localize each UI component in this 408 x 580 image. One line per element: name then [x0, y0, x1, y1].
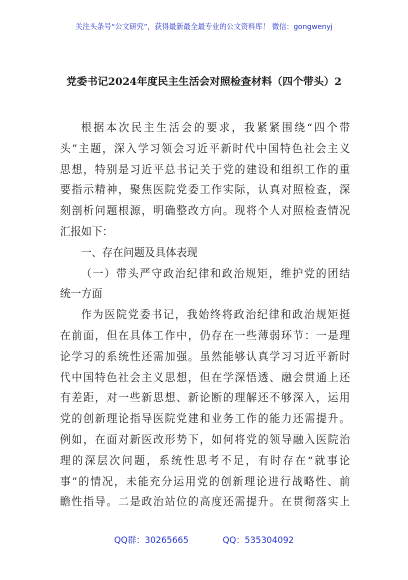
qq-group-number: QQ群：30265665	[114, 536, 189, 546]
footer-contact	[0, 534, 408, 546]
text-line: （一）带头严守政治纪律和政治规矩，维护党的团结	[81, 267, 350, 280]
subsection-heading	[60, 264, 350, 306]
document-body	[60, 118, 350, 513]
paragraph	[60, 118, 350, 243]
text-line: 根据本次民主生活会的要求，我紧紧围绕“四个带	[81, 122, 350, 134]
text-line: 要指示精神，聚焦医院党委工作实际，认真对照检查，深	[60, 184, 350, 197]
text-line: 刻剖析问题根源，明确整改方向。现将个人对照检查情况	[60, 205, 350, 218]
text-line: 论学习的系统性还需加强。虽然能够认真学习习近平新时	[60, 350, 350, 363]
text-line: 统一方面	[60, 288, 103, 301]
text-line: 理的深层次问题，系统性思考不足，有时存在“就事论	[60, 454, 350, 467]
qq-number: QQ：535304092	[222, 536, 294, 546]
header-banner: 关注头条号“公文研究”，获得最新最全最专业的公文资料库！ 微信：gongwenyj	[75, 22, 333, 31]
text-line: 代中国特色社会主义思想，但在学深悟透、融会贯通上还	[60, 371, 350, 384]
text-line: 例如，在面对新医改形势下，如何将党的领导融入医院治	[60, 433, 350, 446]
document-title: 党委书记2024年度民主生活会对照检查材料（四个带头）2	[66, 76, 342, 88]
text-line: 思想，特别是习近平总书记关于党的建设和组织工作的重	[60, 163, 350, 176]
text-line: 一、存在问题及具体表现	[81, 246, 198, 259]
text-line: 瞻性指导。二是政治站位的高度还需提升。在贯彻落实上	[60, 496, 350, 509]
text-line: 汇报如下：	[60, 225, 113, 238]
text-line: 有差距，对一些新思想、新论断的理解还不够深入，运用	[60, 392, 350, 405]
text-line: 党的创新理论指导医院党建和业务工作的能力还需提升。	[60, 413, 350, 426]
section-heading	[60, 243, 350, 264]
text-line: 事”的情况，未能充分运用党的创新理论进行战略性、前	[60, 475, 350, 488]
text-line: 头”主题，深入学习领会习近平新时代中国特色社会主义	[60, 142, 350, 155]
text-line: 作为医院党委书记，我始终将政治纪律和政治规矩挺	[81, 309, 350, 322]
text-line: 在前面，但在具体工作中，仍存在一些薄弱环节：一是理	[60, 329, 350, 342]
paragraph	[60, 305, 350, 513]
